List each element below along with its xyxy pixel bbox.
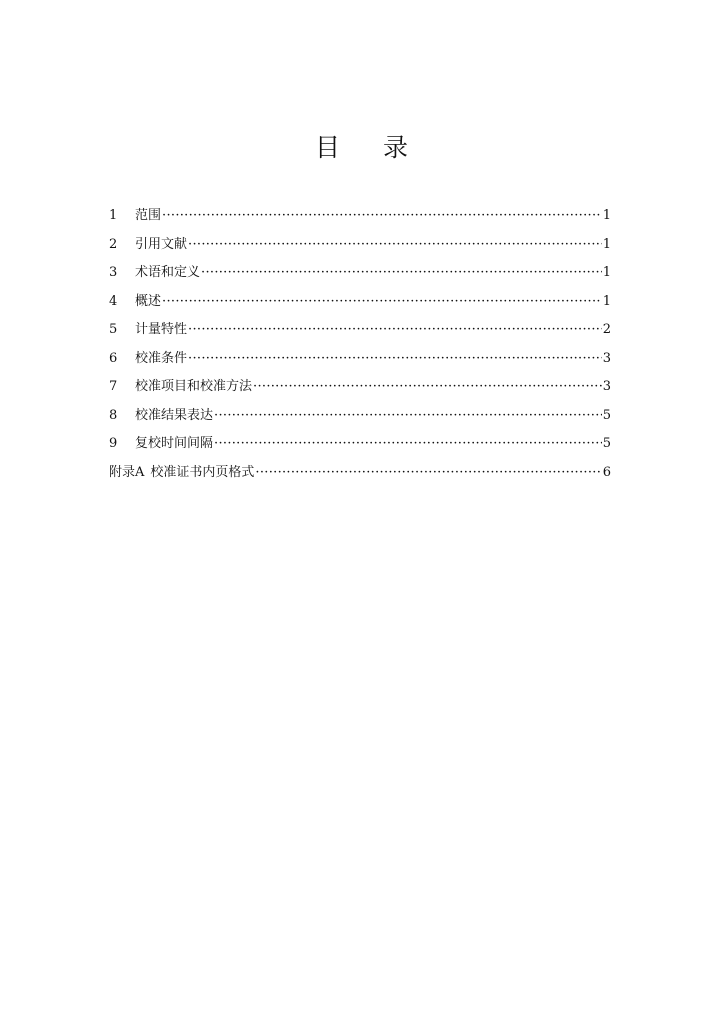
toc-entry-9[interactable] bbox=[109, 433, 611, 462]
toc-entry-label: 校准结果表达 bbox=[135, 407, 214, 423]
toc-entry-8[interactable] bbox=[109, 405, 611, 434]
toc-entry-1[interactable] bbox=[109, 205, 611, 234]
toc-entry-number: 5 bbox=[109, 322, 118, 337]
toc-entry-number: 2 bbox=[109, 236, 118, 252]
toc-entry-6[interactable] bbox=[109, 348, 611, 377]
toc-entry-3[interactable] bbox=[109, 262, 611, 291]
title-char-2: 录 bbox=[383, 133, 410, 162]
toc-entry-label: 校准条件 bbox=[135, 350, 188, 366]
toc-leader-dots bbox=[214, 433, 602, 455]
page-title bbox=[0, 128, 724, 164]
toc-leader-dots bbox=[201, 262, 602, 284]
toc-entry-number: 4 bbox=[109, 293, 118, 309]
toc-entry-number: 8 bbox=[109, 407, 118, 423]
toc-entry-page: 3 bbox=[602, 350, 611, 366]
toc-entry-label: 术语和定义 bbox=[135, 265, 201, 280]
toc-entry-label: 引用文献 bbox=[135, 236, 188, 252]
toc-leader-dots bbox=[162, 205, 602, 227]
toc-entry-number: 3 bbox=[109, 265, 118, 280]
toc-entry-page: 5 bbox=[602, 436, 611, 451]
toc-entry-number: 1 bbox=[109, 208, 118, 223]
toc-entry-page: 1 bbox=[602, 236, 611, 252]
title-char-1: 目 bbox=[314, 133, 341, 162]
toc-entry-number: 6 bbox=[109, 350, 118, 366]
toc-leader-dots bbox=[188, 234, 602, 256]
toc-entry-label: 计量特性 bbox=[135, 322, 188, 337]
toc-entry-page: 1 bbox=[602, 208, 611, 223]
toc-entry-7[interactable] bbox=[109, 376, 611, 405]
toc-entry-page: 1 bbox=[602, 265, 611, 280]
toc-entry-page: 6 bbox=[602, 464, 611, 480]
toc-leader-dots bbox=[214, 405, 602, 427]
toc-entry-5[interactable] bbox=[109, 319, 611, 348]
toc-entry-page: 2 bbox=[602, 322, 611, 337]
toc-leader-dots bbox=[253, 376, 602, 398]
toc-leader-dots bbox=[188, 319, 602, 341]
toc-entry-label: 概述 bbox=[135, 293, 162, 309]
toc-entry-number: 附录A bbox=[109, 464, 145, 480]
toc-entry-page: 5 bbox=[602, 407, 611, 423]
toc-entry-label: 校准证书内页格式 bbox=[150, 464, 255, 480]
toc-entry-page: 3 bbox=[602, 379, 611, 394]
toc-entry-2[interactable] bbox=[109, 234, 611, 263]
toc-entry-appendix-a[interactable] bbox=[109, 462, 611, 491]
toc-leader-dots bbox=[162, 291, 602, 313]
toc-entry-label: 复校时间间隔 bbox=[135, 436, 214, 451]
toc-entry-4[interactable] bbox=[109, 291, 611, 320]
toc-entry-number: 7 bbox=[109, 379, 118, 394]
toc-leader-dots bbox=[255, 462, 601, 484]
toc-leader-dots bbox=[188, 348, 602, 370]
toc-entry-label: 校准项目和校准方法 bbox=[135, 379, 253, 394]
table-of-contents bbox=[109, 205, 611, 490]
toc-entry-number: 9 bbox=[109, 436, 118, 451]
toc-entry-page: 1 bbox=[602, 293, 611, 309]
toc-entry-label: 范围 bbox=[135, 208, 162, 223]
